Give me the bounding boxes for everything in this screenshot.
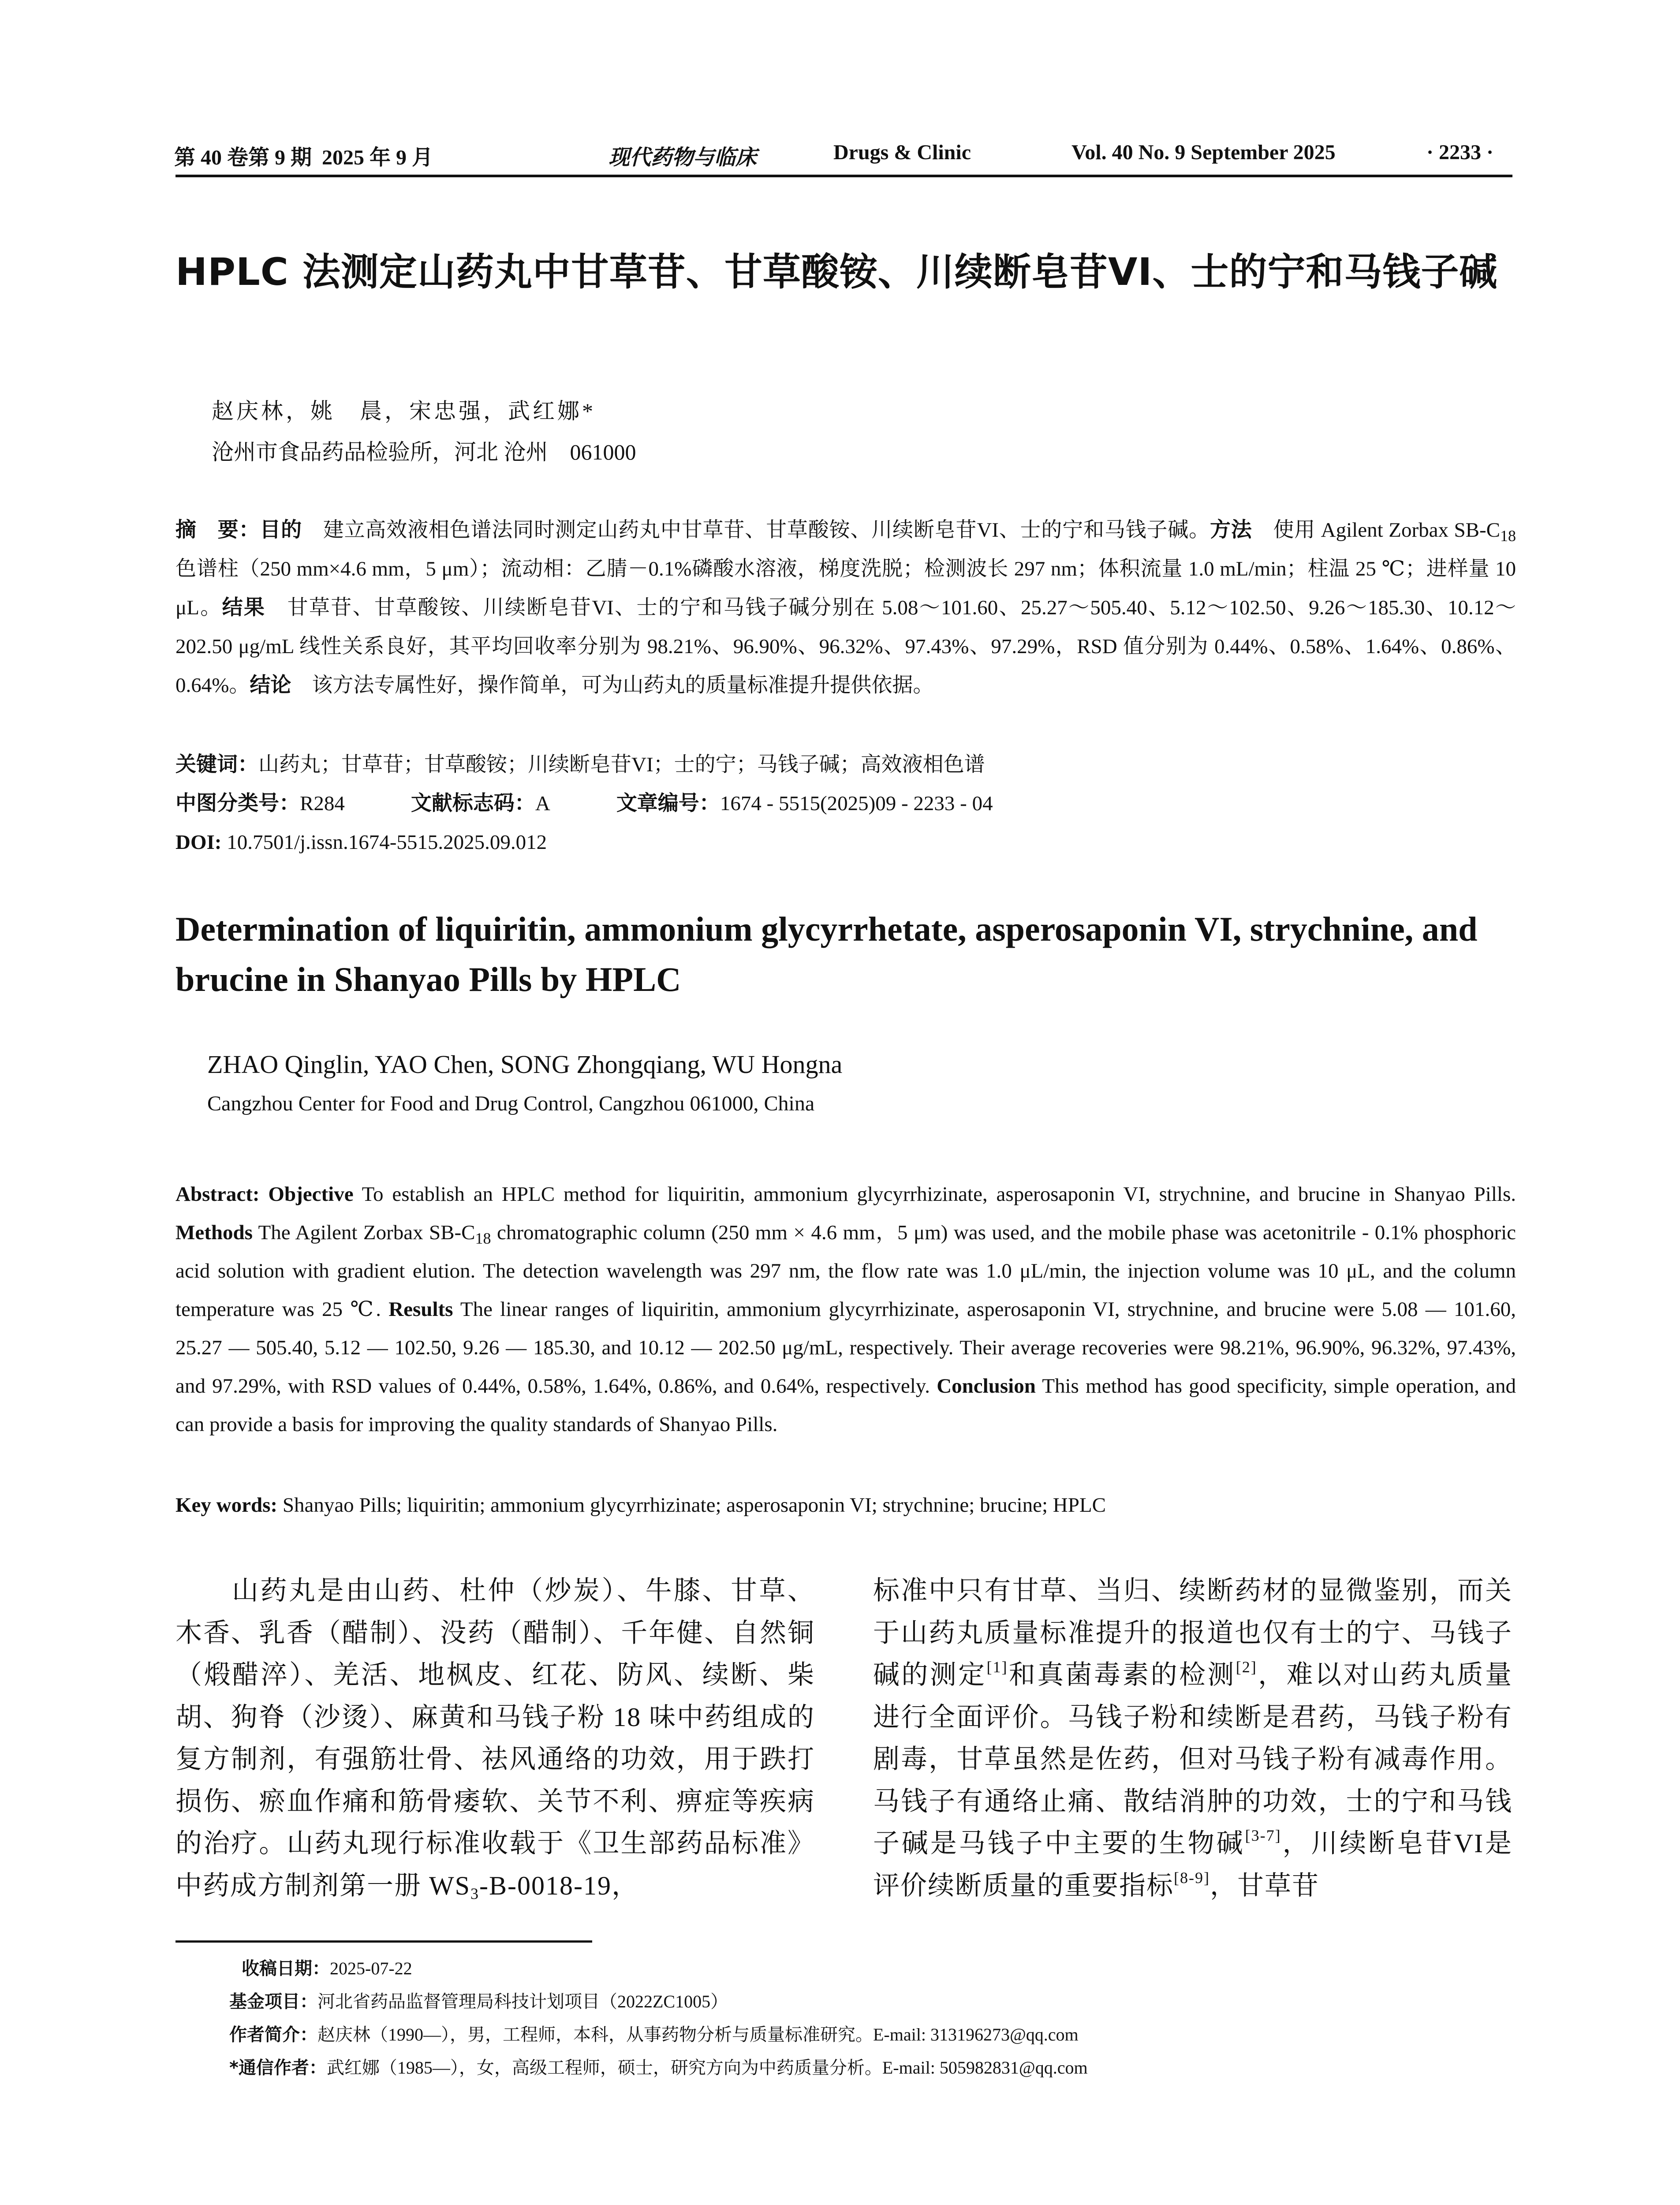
cn-methods-text: 使用 Agilent Zorbax SB-C bbox=[1252, 519, 1501, 542]
cn-title: HPLC 法测定山药丸中甘草苷、甘草酸铵、川续断皂苷VI、士的宁和马钱子碱 bbox=[175, 250, 1498, 294]
en-objective-text: To establish an HPLC method for liquiritin, ammonium glycyrrhizinate, asperosaponin VI, strychnine, and brucine in Shanyao Pills. bbox=[353, 1183, 1516, 1206]
cn-results-text: 甘草苷、甘草酸铵、川续断皂苷VI、士的宁和马钱子碱分别在 5.08～101.60、25.27～505.40、5.12～102.50、9.26～185.30、10.12～202.50 μg/mL 线性关系良好，其平均回收率分别为 98.21%、96.90%、96.32%、97.43%、97.29%，RSD 值分别为 0.44%、0.58%、1.64%、0.86%、0.64%。 bbox=[175, 596, 1516, 697]
received-label: 收稿日期： bbox=[242, 1958, 330, 1979]
citation-ref[interactable]: [1] bbox=[986, 1658, 1008, 1676]
header-journal-cn: 现代药物与临床 bbox=[609, 146, 757, 169]
en-keywords-label: Key words: bbox=[175, 1494, 278, 1517]
cn-objective-text: 建立高效液相色谱法同时测定山药丸中甘草苷、甘草酸铵、川续断皂苷VI、士的宁和马钱子碱。 bbox=[302, 519, 1210, 542]
cn-conclusion-label: 结论 bbox=[250, 673, 291, 697]
footnote-rule bbox=[175, 1940, 592, 1943]
doc-code-value: A bbox=[535, 792, 550, 815]
body-right-text-1: 标准中只有甘草、当归、续断药材的显微鉴别，而关于山药丸质量标准提升的报道也仅有士的宁、马钱子碱的测定 bbox=[873, 1576, 1512, 1689]
doi-link[interactable]: 10.7501/j.issn.1674-5515.2025.09.012 bbox=[221, 831, 547, 854]
header-journal-en: Drugs & Clinic bbox=[833, 141, 971, 164]
doi-line bbox=[175, 823, 1516, 862]
cn-keywords-text: 山药丸；甘草苷；甘草酸铵；川续断皂苷VI；士的宁；马钱子碱；高效液相色谱 bbox=[258, 753, 985, 776]
cn-objective-label: 目的 bbox=[260, 518, 302, 542]
en-conclusion-text: This method has good specificity, simple operation, and can provide a basis for improving the quality standards of Shanyao Pills. bbox=[175, 1375, 1516, 1436]
clc-value: R284 bbox=[300, 792, 345, 815]
en-abstract bbox=[175, 1175, 1516, 1444]
cn-methods-subscript: 18 bbox=[1500, 527, 1516, 545]
en-authors: ZHAO Qinglin, YAO Chen, SONG Zhongqiang, WU Hongna bbox=[207, 1050, 843, 1079]
fund-text: 河北省药品监督管理局科技计划项目（2022ZC1005） bbox=[317, 1992, 728, 2011]
en-methods-subscript: 18 bbox=[475, 1230, 491, 1247]
header-cn-volume: 第 40 卷第 9 期 bbox=[174, 146, 312, 169]
en-methods-text: The Agilent Zorbax SB-C bbox=[252, 1221, 475, 1244]
cn-keywords bbox=[175, 745, 1516, 784]
body-right-text-3: ，难以对山药丸质量进行全面评价。马钱子粉和续断是君药，马钱子粉有剧毒，甘草虽然是佐药，但对马钱子粉有减毒作用。马钱子有通络止痛、散结消肿的功效，士的宁和马钱子碱是马钱子中主要的生物碱 bbox=[873, 1660, 1513, 1858]
citation-ref[interactable]: [8-9] bbox=[1174, 1869, 1210, 1887]
cn-results-label: 结果 bbox=[222, 595, 266, 620]
en-results-label: Results bbox=[381, 1298, 453, 1321]
body-column-left bbox=[175, 1570, 815, 1907]
header-rule bbox=[175, 175, 1512, 177]
cn-methods-label: 方法 bbox=[1210, 518, 1252, 542]
en-affiliation: Cangzhou Center for Food and Drug Control, Cangzhou 061000, China bbox=[207, 1092, 815, 1115]
footnote-corresponding-author bbox=[229, 2055, 1088, 2081]
corresponding-text: 武红娜（1985—），女，高级工程师，硕士，研究方向为中药质量分析。E-mail: 505982831@qq.com bbox=[326, 2058, 1088, 2078]
cn-authors: 赵庆林，姚 晨，宋忠强，武红娜* bbox=[212, 399, 596, 423]
en-objective-label: Objective bbox=[259, 1183, 354, 1206]
header-cn-date: 2025 年 9 月 bbox=[322, 146, 433, 169]
doc-code-label: 文献标志码： bbox=[411, 791, 535, 815]
corresponding-label: *通信作者： bbox=[229, 2058, 327, 2078]
body-left-subscript: 3 bbox=[470, 1884, 479, 1902]
en-results-text: The linear ranges of liquiritin, ammonium glycyrrhizinate, asperosaponin VI, strychnine, and brucine were 5.08 — 101.60, 25.27 — 505.40, 5.12 — 102.50, 9.26 — 185.30, and 10.12 — 202.50 μg/mL, respectively. Their average recoveries were 98.21%, 96.90%, 96.32%, 97.43%, and 97.29%, with RSD values of 0.44%, 0.58%, 1.64%, 0.86%, and 0.64%, respectively. bbox=[175, 1298, 1516, 1398]
en-methods-text-cont: chromatographic column (250 mm × 4.6 mm，5 μm) was used, and the mobile phase was acetonitrile - 0.1% phosphoric acid solution with gradient elution. The detection wavelength was 297 nm, the flow rate was 1.0 μL/min, the injection volume was 10 μL, and the column temperature was 25 ℃. bbox=[175, 1221, 1516, 1321]
body-right-text-5: ，甘草苷 bbox=[1210, 1871, 1319, 1900]
en-methods-label: Methods bbox=[175, 1221, 253, 1244]
en-keywords-text: Shanyao Pills; liquiritin; ammonium glycyrrhizinate; asperosaponin VI; strychnine; brucine; HPLC bbox=[277, 1494, 1106, 1517]
footnote-received bbox=[242, 1956, 412, 1981]
en-title: Determination of liquiritin, ammonium glycyrrhetate, asperosaponin VI, strychnine, and brucine in Shanyao Pills by HPLC bbox=[175, 910, 1478, 998]
running-header bbox=[174, 140, 1512, 171]
cn-methods-text-cont: 色谱柱（250 mm×4.6 mm，5 μm）；流动相：乙腈－0.1%磷酸水溶液，梯度洗脱；检测波长 297 nm；体积流量 1.0 mL/min；柱温 25 ℃；进样量 10 μL。 bbox=[175, 557, 1516, 619]
body-left-text: 山药丸是由山药、杜仲（炒炭）、牛膝、甘草、木香、乳香（醋制）、没药（醋制）、千年健、自然铜（煅醋淬）、羌活、地枫皮、红花、防风、续断、柴胡、狗脊（沙烫）、麻黄和马钱子粉 18 味中药组成的复方制剂，有强筋壮骨、祛风通络的功效，用于跌打损伤、瘀血作痛和筋骨痿软、关节不利、痹症等疾病的治疗。山药丸现行标准收载于《卫生部药品标准》中药成方制剂第一册 WS bbox=[175, 1576, 815, 1900]
body-right-text-2: 和真菌毒素的检测 bbox=[1008, 1660, 1236, 1689]
cn-abstract-label: 摘 要： bbox=[175, 518, 260, 542]
en-abstract-label: Abstract: bbox=[175, 1183, 260, 1206]
body-left-text-cont: -B-0018-19， bbox=[479, 1871, 639, 1900]
footnote-author-bio bbox=[229, 2022, 1079, 2048]
body-column-right bbox=[873, 1570, 1512, 1907]
doi-label: DOI: bbox=[175, 831, 222, 854]
article-no-label: 文章编号： bbox=[616, 791, 720, 815]
clc-label: 中图分类号： bbox=[175, 791, 300, 815]
author-bio-text: 赵庆林（1990—），男，工程师，本科，从事药物分析与质量标准研究。E-mail: 313196273@qq.com bbox=[317, 2025, 1079, 2044]
cn-classification bbox=[175, 784, 1516, 823]
author-bio-label: 作者简介： bbox=[229, 2025, 317, 2045]
cn-conclusion-text: 该方法专属性好，操作简单，可为山药丸的质量标准提升提供依据。 bbox=[291, 674, 934, 697]
header-en-volume: Vol. 40 No. 9 September 2025 bbox=[1071, 141, 1336, 164]
article-no-value: 1674 - 5515(2025)09 - 2233 - 04 bbox=[720, 792, 993, 815]
footnote-fund bbox=[229, 1989, 728, 2014]
en-keywords bbox=[175, 1486, 1516, 1525]
cn-abstract bbox=[175, 511, 1516, 705]
en-conclusion-label: Conclusion bbox=[930, 1375, 1036, 1398]
header-page-number: · 2233 · bbox=[1426, 141, 1494, 164]
cn-keywords-label: 关键词： bbox=[175, 752, 258, 777]
citation-ref[interactable]: [2] bbox=[1236, 1658, 1257, 1676]
fund-label: 基金项目： bbox=[229, 1992, 317, 2012]
body-right-text-4: ，川续断皂苷VI是评价续断质量的重要指标 bbox=[873, 1829, 1513, 1900]
citation-ref[interactable]: [3-7] bbox=[1245, 1827, 1281, 1844]
cn-affiliation: 沧州市食品药品检验所，河北 沧州 061000 bbox=[212, 440, 636, 464]
received-date: 2025-07-22 bbox=[330, 1958, 412, 1978]
